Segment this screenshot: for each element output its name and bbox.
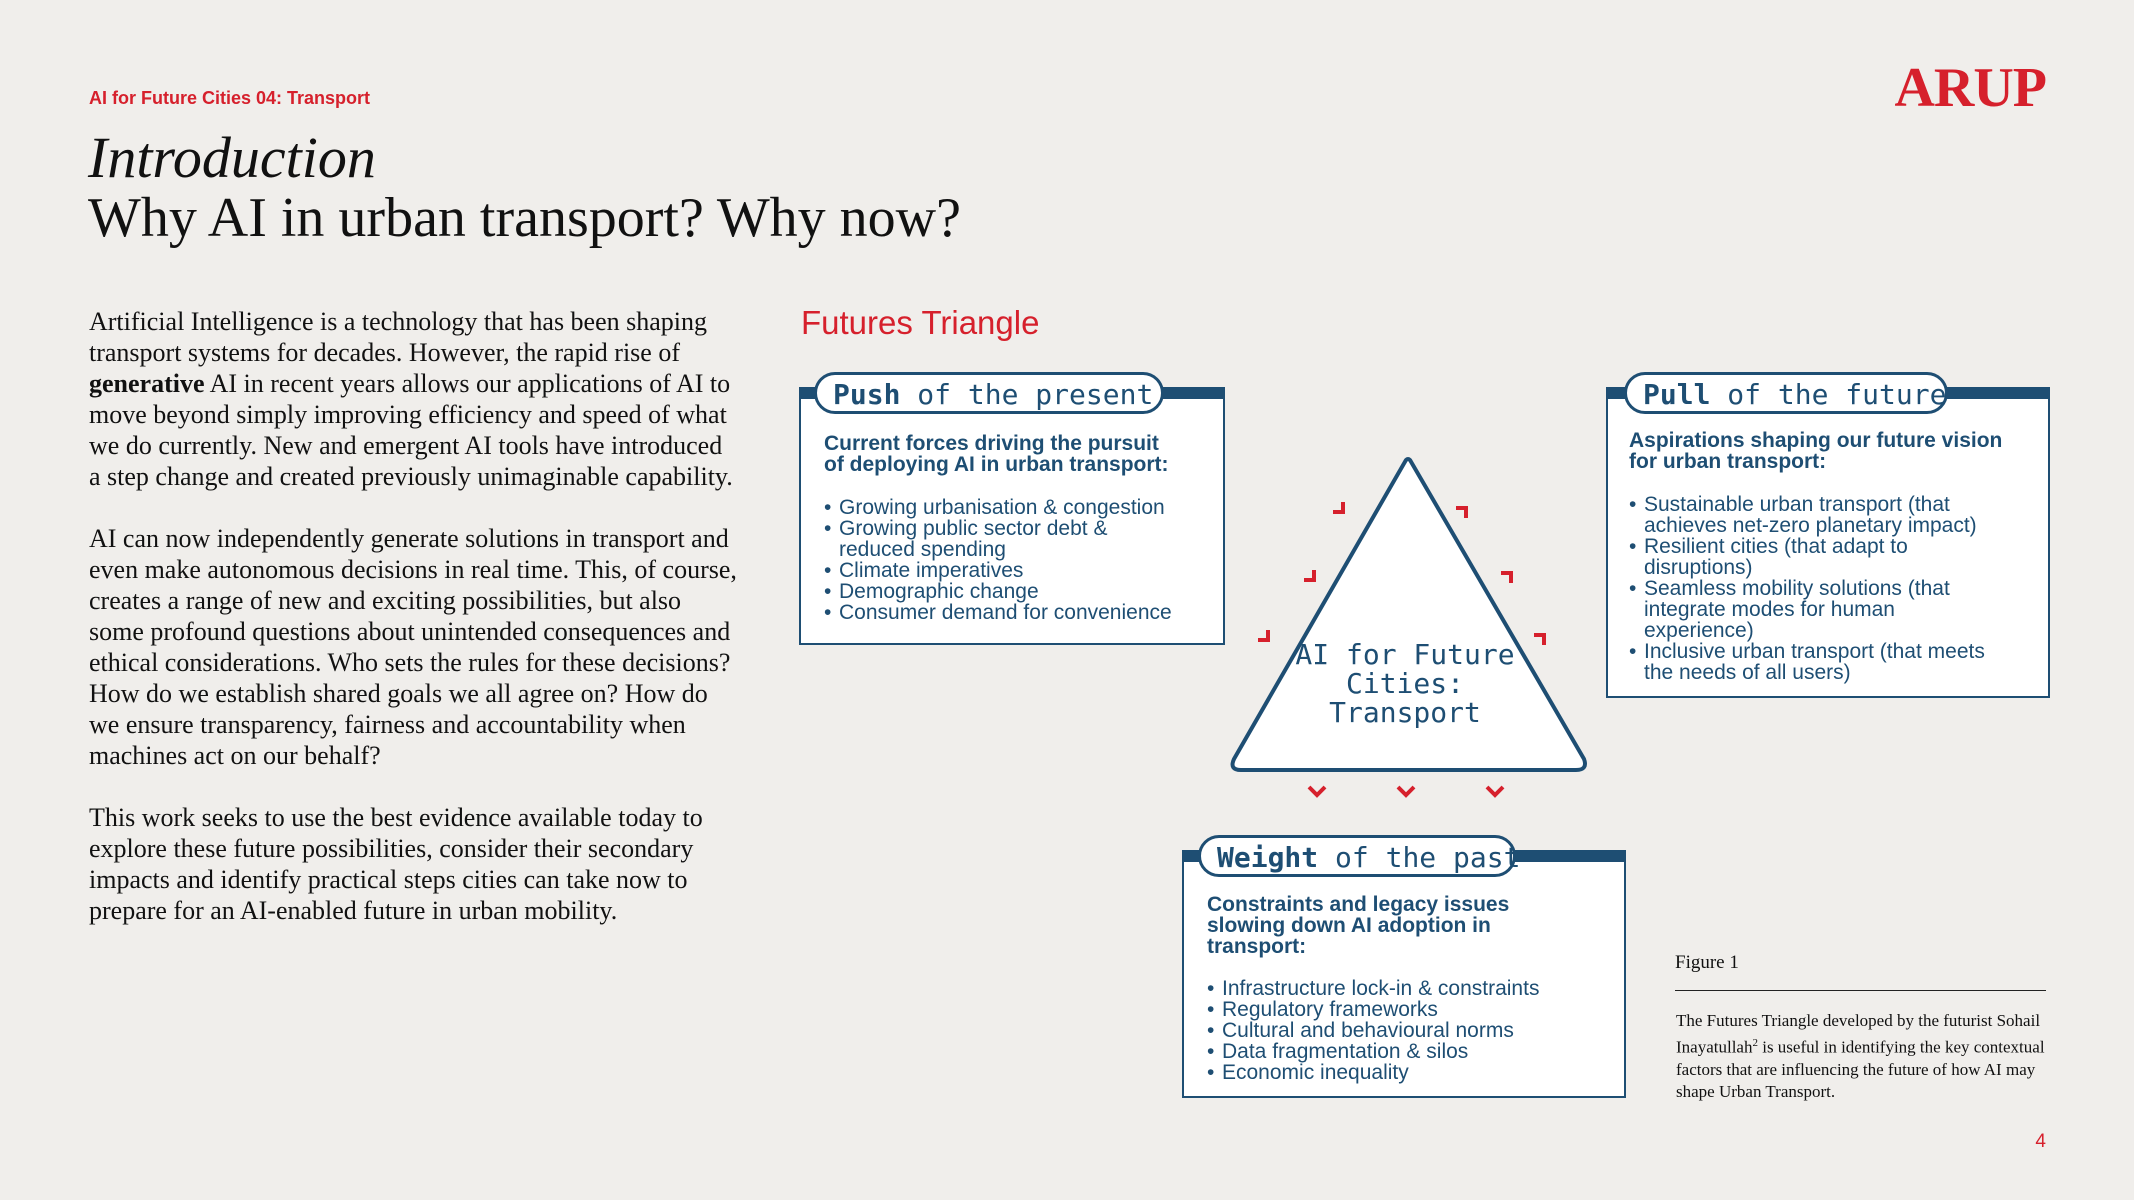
chevron-down-icon xyxy=(1398,787,1414,795)
arrow-right-icon xyxy=(1501,573,1511,583)
pull-list xyxy=(1629,494,1985,683)
list-item: • Infrastructure lock-in & constraints xyxy=(1207,978,1539,999)
section-kicker: Introduction xyxy=(88,125,376,190)
list-item: • Demographic change xyxy=(824,581,1172,602)
list-item: • Growing public sector debt & reduced spending xyxy=(824,518,1172,560)
arrow-right-icon xyxy=(1534,635,1544,645)
push-list xyxy=(824,497,1172,623)
paragraph-1: Artificial Intelligence is a technology that has been shaping transport systems for decades. However, the rapid rise of generative AI in recent years allows our applications of AI to move beyond simply improving efficiency and speed of what we do currently. New and emergent AI tools have introduced a step change and created previously unimaginable capability. xyxy=(89,307,733,491)
weight-list xyxy=(1207,978,1539,1083)
page-number: 4 xyxy=(2035,1131,2046,1152)
list-item: • Resilient cities (that adapt to disruptions) xyxy=(1629,536,1985,578)
weight-arrow-icons xyxy=(1309,787,1503,795)
triangle-center-label: AI for Future Cities: Transport xyxy=(1295,638,1515,729)
paragraph-2: AI can now independently generate solutions in transport and even make autonomous decisions in real time. This, of course, creates a range of new and exciting possibilities, but also some profound questions about unintended consequences and ethical considerations. Who sets the rules for these decisions? How do we establish shared goals we all agree on? How do we ensure transparency, fairness and accountability when machines act on our behalf? xyxy=(89,524,737,770)
arrow-right-icon xyxy=(1456,508,1466,518)
arrow-right-icon xyxy=(1333,502,1343,512)
body-text xyxy=(89,306,739,957)
list-item: • Economic inequality xyxy=(1207,1062,1539,1083)
bold-term: generative xyxy=(89,369,205,398)
weight-heading: Constraints and legacy issues slowing down AI adoption in transport: xyxy=(1207,893,1510,958)
list-item: • Climate imperatives xyxy=(824,560,1172,581)
list-item: • Seamless mobility solutions (that integrate modes for human experience) xyxy=(1629,578,1985,641)
chevron-down-icon xyxy=(1487,787,1503,795)
push-tab: Push of the present xyxy=(814,372,1164,414)
list-item: • Regulatory frameworks xyxy=(1207,999,1539,1020)
figure-divider xyxy=(1675,990,2046,991)
report-title: AI for Future Cities 04: Transport xyxy=(89,88,371,108)
figure-label: Figure 1 xyxy=(1675,952,1739,973)
push-heading: Current forces driving the pursuit of deploying AI in urban transport: xyxy=(824,432,1169,476)
list-item: • Sustainable urban transport (that achieves net-zero planetary impact) xyxy=(1629,494,1985,536)
arrow-right-icon xyxy=(1258,630,1268,640)
figure-caption: The Futures Triangle developed by the futurist Sohail Inayatullah$^2$ is useful in identifying the key contextual factors that are influencing the future of how AI may shape Urban Transport. xyxy=(1676,1011,2045,1101)
pull-heading: Aspirations shaping our future vision for urban transport: xyxy=(1629,429,2003,473)
futures-triangle-diagram xyxy=(1220,452,1600,812)
weight-tab: Weight of the past xyxy=(1198,835,1516,877)
list-item: • Cultural and behavioural norms xyxy=(1207,1020,1539,1041)
arrow-right-icon xyxy=(1304,570,1314,580)
paragraph-3: This work seeks to use the best evidence available today to explore these future possibilities, consider their secondary impacts and identify practical steps cities can take now to prepare for an AI-enabled future in urban mobility. xyxy=(89,803,703,925)
list-item: • Data fragmentation & silos xyxy=(1207,1041,1539,1062)
arup-logo: ARUP xyxy=(1894,57,2046,119)
list-item: • Growing urbanisation & congestion xyxy=(824,497,1172,518)
footnote-ref[interactable]: 2 xyxy=(1752,1037,1758,1049)
list-item: • Consumer demand for convenience xyxy=(824,602,1172,623)
pull-tab: Pull of the future xyxy=(1624,372,1948,414)
futures-triangle-title: Futures Triangle xyxy=(801,304,1040,341)
list-item: • Inclusive urban transport (that meets the needs of all users) xyxy=(1629,641,1985,683)
page-title: Why AI in urban transport? Why now? xyxy=(88,187,961,249)
chevron-down-icon xyxy=(1309,787,1325,795)
